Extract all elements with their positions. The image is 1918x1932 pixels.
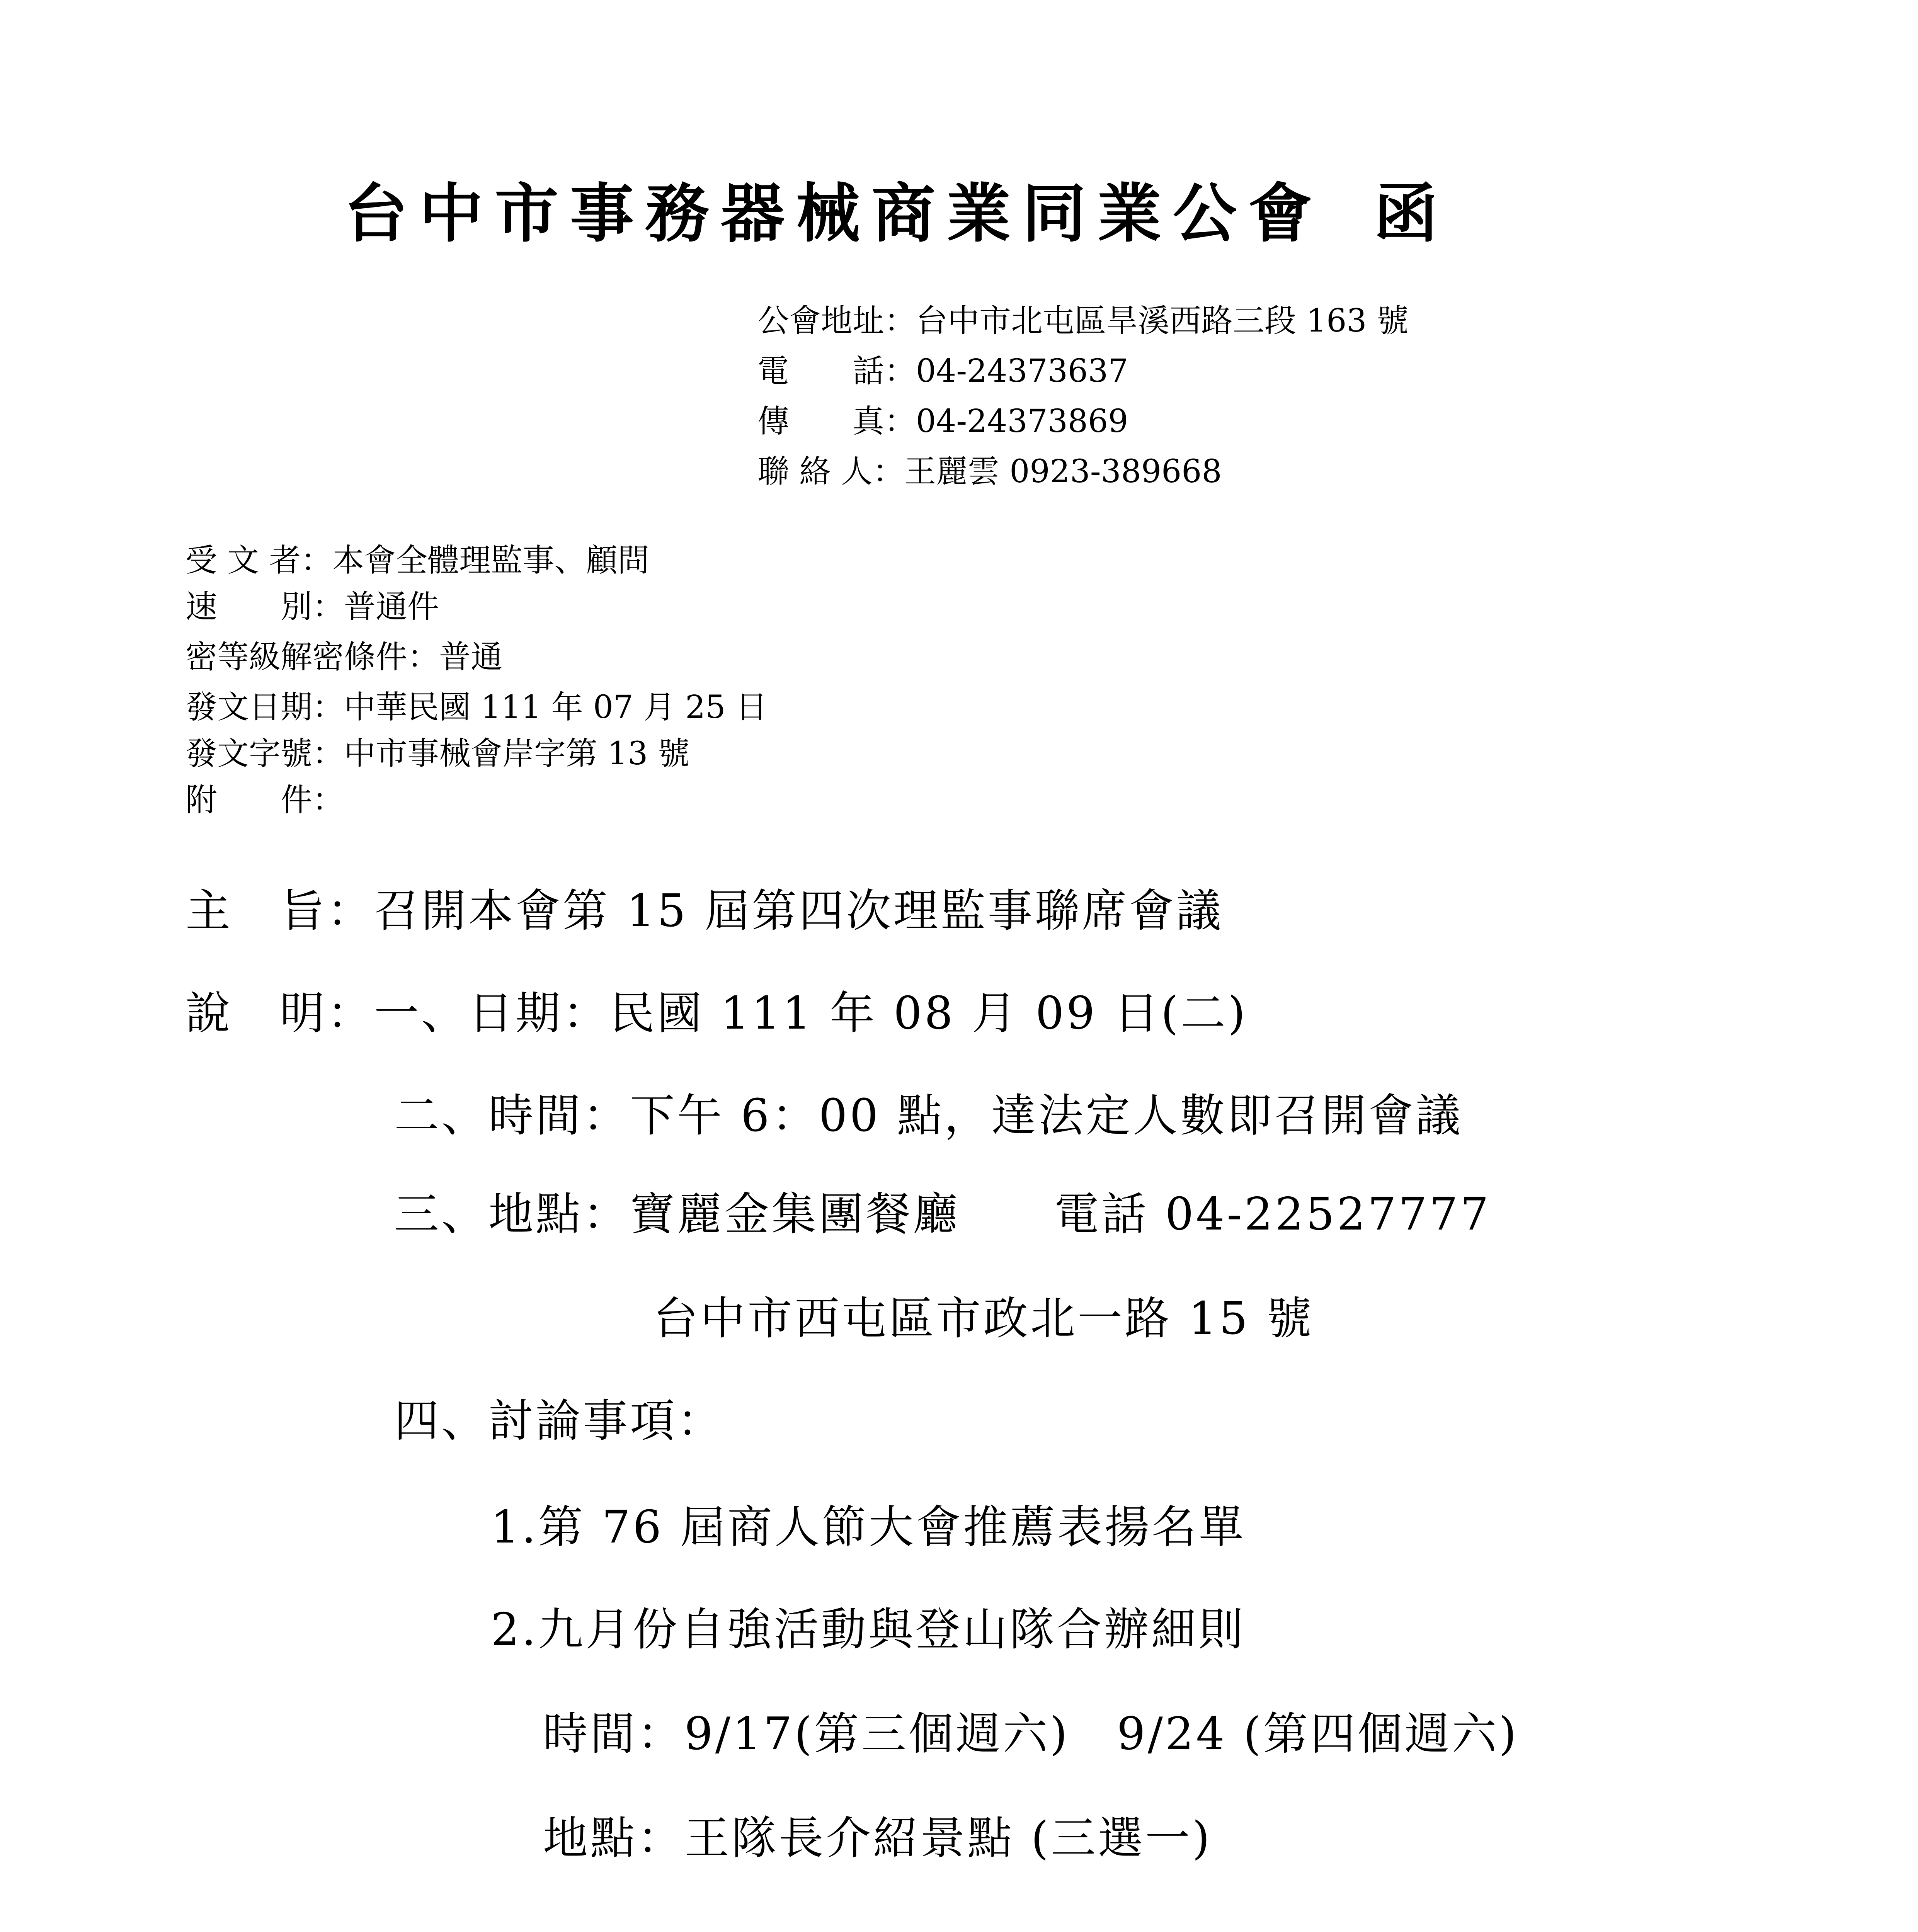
meta-security: 密等級解密條件：普通 xyxy=(186,639,503,675)
meta-date: 發文日期：中華民國 111 年 07 月 25 日 xyxy=(186,689,768,726)
meta-speed: 速 別：普通件 xyxy=(186,588,439,625)
meta-number: 發文字號：中市事械會岸字第 13 號 xyxy=(186,735,690,772)
org-name: 台中市事務器械商業同業公會 xyxy=(344,176,1324,251)
contact-fax: 傳 真：04-24373869 xyxy=(757,403,1128,440)
agenda-item-2: 2.九月份自強活動與登山隊合辦細則 xyxy=(491,1604,1246,1656)
agenda-item-1: 1.第 76 屆商人節大會推薦表揚名單 xyxy=(491,1501,1246,1553)
agenda-item-2-place: 地點：王隊長介紹景點 (三選一) xyxy=(543,1812,1212,1864)
agenda-item-2-time: 時間：9/17(第三個週六) 9/24 (第四個週六) xyxy=(543,1708,1519,1760)
explain-date: 說 明：一、日期：民國 111 年 08 月 09 日(二) xyxy=(186,987,1248,1039)
doc-type: 函 xyxy=(1374,176,1449,251)
contact-address: 公會地址：台中市北屯區旱溪西路三段 163 號 xyxy=(757,303,1409,339)
explain-venue: 三、地點：寶麗金集團餐廳 電話 04-22527777 xyxy=(394,1188,1491,1240)
meta-attachment: 附 件： xyxy=(186,782,344,818)
contact-phone: 電 話：04-24373637 xyxy=(757,353,1128,389)
explain-venue-address: 台中市西屯區市政北一路 15 號 xyxy=(653,1293,1314,1345)
subject-line: 主 旨：召開本會第 15 屆第四次理監事聯席會議 xyxy=(186,885,1224,937)
explain-agenda-heading: 四、討論事項： xyxy=(394,1395,724,1447)
contact-person: 聯 絡 人：王麗雲 0923-389668 xyxy=(757,453,1222,490)
document-title xyxy=(344,176,1449,251)
explain-time: 二、時間：下午 6：00 點，達法定人數即召開會議 xyxy=(394,1090,1463,1142)
meta-recipient: 受 文 者：本會全體理監事、顧問 xyxy=(186,542,650,579)
